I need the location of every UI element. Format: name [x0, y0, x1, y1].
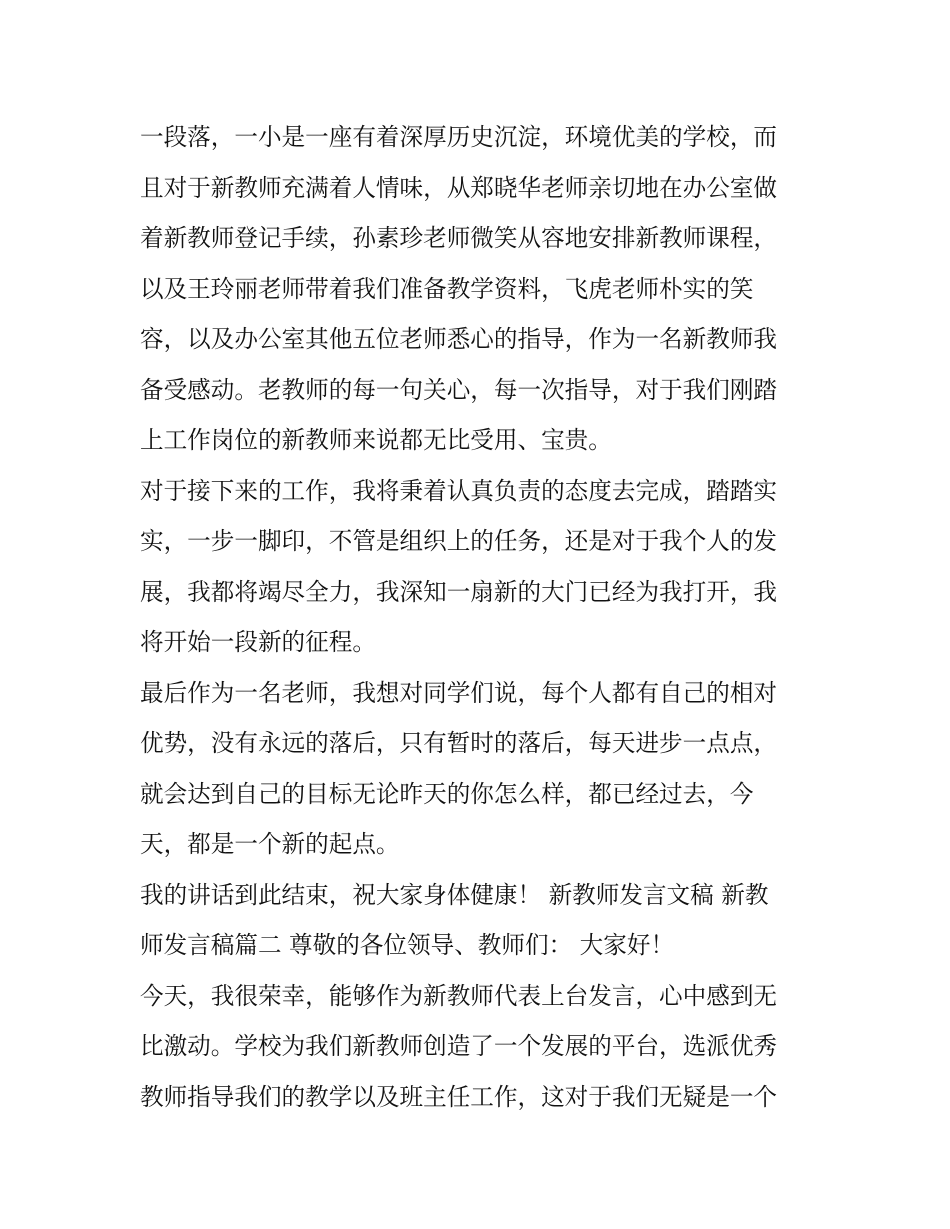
- text-line: 对于接下来的工作，我将秉着认真负责的态度去完成，踏踏实: [140, 476, 778, 505]
- text-line: 就会达到自己的目标无论昨天的你怎么样，都已经过去，今: [140, 779, 754, 808]
- text-line: 着新教师登记手续，孙素珍老师微笑从容地安排新教师课程，: [140, 224, 778, 252]
- text-line: 将开始一段新的征程。: [140, 628, 376, 656]
- text-line: 展，我都将竭尽全力，我深知一扇新的大门已经为我打开，我: [140, 577, 778, 606]
- document-body: [140, 112, 815, 1122]
- text-line: 实，一步一脚印，不管是组织上的任务，还是对于我个人的发: [140, 527, 778, 555]
- text-line: 今天，我很荣幸，能够作为新教师代表上台发言，心中感到无: [140, 981, 778, 1010]
- text-line: 我的讲话到此结束，祝大家身体健康！ 新教师发言文稿 新教: [140, 880, 769, 909]
- text-line: 以及王玲丽老师带着我们准备教学资料，飞虎老师朴实的笑: [140, 274, 754, 303]
- text-line: 上工作岗位的新教师来说都无比受用、宝贵。: [140, 426, 612, 454]
- text-line: 天，都是一个新的起点。: [140, 830, 400, 858]
- text-line: 优势，没有永远的落后，只有暂时的落后，每天进步一点点，: [140, 729, 778, 757]
- text-line: 教师指导我们的教学以及班主任工作，这对于我们无疑是一个: [140, 1082, 778, 1111]
- text-line: 备受感动。老教师的每一句关心，每一次指导，对于我们刚踏: [140, 375, 778, 404]
- text-line: 且对于新教师充满着人情味，从郑晓华老师亲切地在办公室做: [140, 173, 778, 202]
- text-line: 容，以及办公室其他五位老师悉心的指导，作为一名新教师我: [140, 325, 778, 353]
- text-line: 一段落，一小是一座有着深厚历史沉淀，环境优美的学校，而: [140, 123, 778, 151]
- text-line: 师发言稿篇二 尊敬的各位领导、教师们： 大家好！: [140, 931, 675, 959]
- text-line: 最后作为一名老师，我想对同学们说，每个人都有自己的相对: [140, 678, 778, 707]
- text-line: 比激动。学校为我们新教师创造了一个发展的平台，选派优秀: [140, 1032, 778, 1060]
